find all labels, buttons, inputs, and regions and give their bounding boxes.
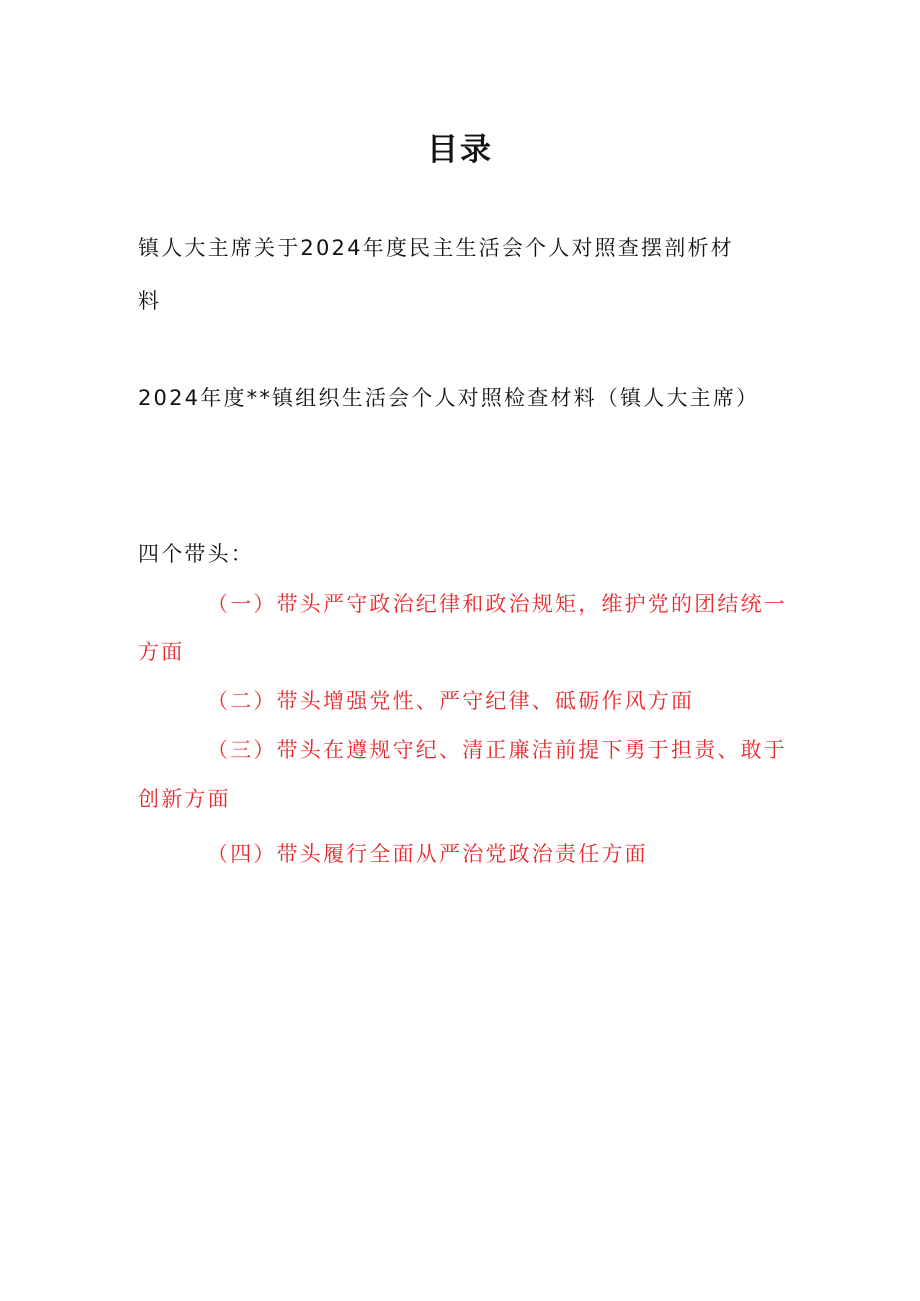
item-3-line-1: （三）带头在遵规守纪、清正廉洁前提下勇于担责、敢于 (207, 738, 787, 762)
item-2: （二）带头增强党性、严守纪律、砥砺作风方面 (207, 689, 695, 713)
page-title: 目录 (427, 132, 493, 168)
toc-entry-2: 2024年度**镇组织生活会个人对照检查材料（镇人大主席） (138, 386, 760, 410)
item-4: （四）带头履行全面从严治党政治责任方面 (207, 842, 648, 866)
item-3-line-2: 创新方面 (138, 787, 231, 811)
section-heading: 四个带头： (138, 542, 254, 566)
item-1-line-2: 方面 (138, 640, 185, 664)
toc-entry-1-line-1: 镇人大主席关于2024年度民主生活会个人对照查摆剖析材 (138, 236, 734, 260)
item-1-line-1: （一）带头严守政治纪律和政治规矩，维护党的团结统一 (207, 592, 787, 616)
toc-entry-1-line-2: 料 (138, 289, 162, 313)
